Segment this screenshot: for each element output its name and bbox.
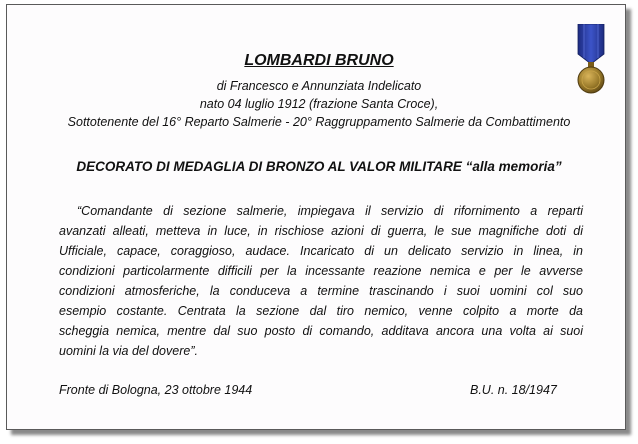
- place-date: Fronte di Bologna, 23 ottobre 1944: [59, 383, 253, 397]
- motivation-text: [59, 201, 583, 361]
- motivation-line: scheggia nemica, mentre dal suo posto di comando, additava ancora una volta ai suoi: [59, 324, 583, 338]
- motivation-line: avanzati alleati, metteva in luce, in rischiose azioni di guerra, le sue magnifiche doti di: [59, 224, 583, 238]
- motivation-line: uomini la via del dovere”.: [59, 344, 198, 358]
- person-birth: nato 04 luglio 1912 (frazione Santa Croce),: [199, 97, 439, 111]
- motivation-line: condizioni atmosferiche, la conduceva a termine trascinando i suoi uomini col suo: [59, 284, 583, 298]
- bulletin-reference: B.U. n. 18/1947: [470, 383, 557, 397]
- person-unit: Sottotenente del 16° Reparto Salmerie - 20° Raggruppamento Salmerie da Combattimento: [67, 115, 571, 129]
- person-parents: di Francesco e Annunziata Indelicato: [216, 79, 422, 93]
- motivation-line: condizioni particolarmente difficili per la incessante reazione nemica e per le avverse: [59, 264, 583, 278]
- person-name: LOMBARDI BRUNO: [244, 52, 394, 69]
- motivation-line: “Comandante di sezione salmerie, impiegava il servizio di rifornimento a reparti: [77, 204, 583, 218]
- decoration-title: DECORATO DI MEDAGLIA DI BRONZO AL VALOR MILITARE “alla memoria”: [76, 159, 562, 174]
- motivation-line: Ufficiale, capace, coraggioso, audace. Incaricato di un delicato servizio in linea, in: [59, 244, 583, 258]
- motivation-line: esempio costante. Centrata la sezione dal tiro nemico, venne colpito a morte da: [59, 304, 583, 318]
